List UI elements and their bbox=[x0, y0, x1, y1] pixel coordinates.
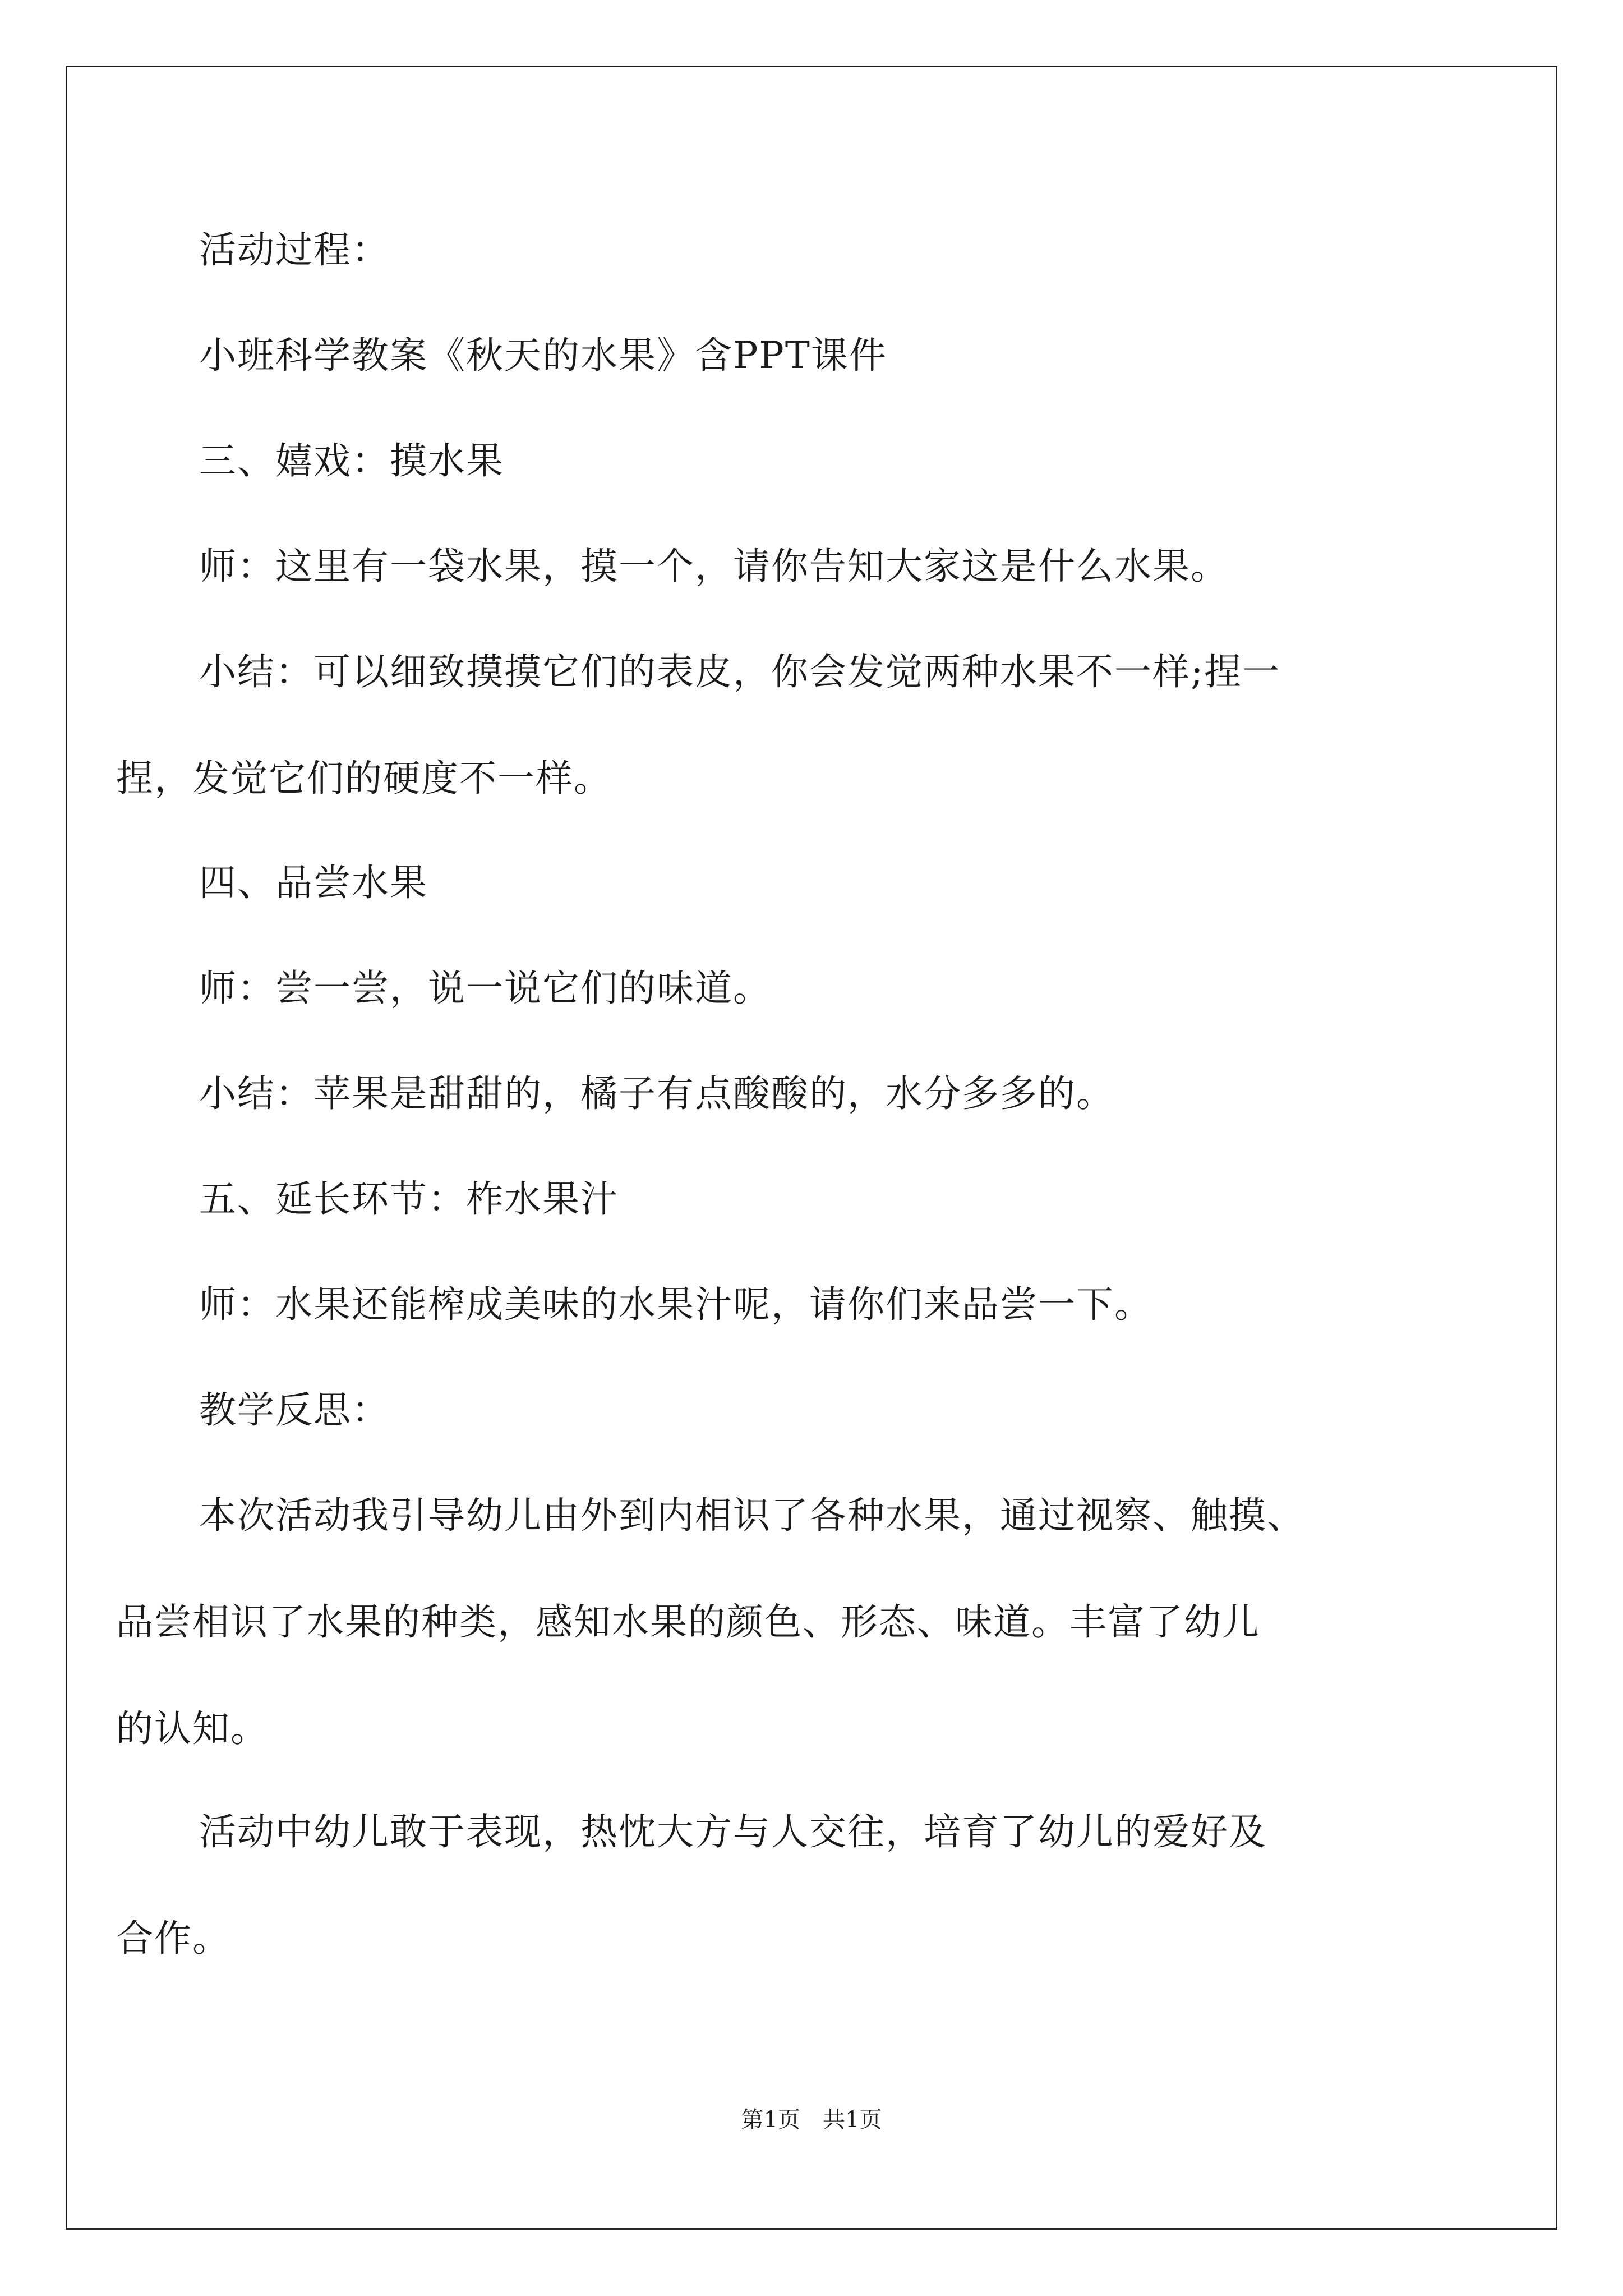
reflection-line2: 品尝相识了水果的种类，感知水果的颜色、形态、味道。丰富了幼儿 bbox=[116, 1600, 1260, 1644]
summary-touch-line1: 小结：可以细致摸摸它们的表皮，你会发觉两种水果不一样;捏一 bbox=[199, 650, 1281, 693]
closing-line1: 活动中幼儿敢于表现，热忱大方与人交往，培育了幼儿的爱好及 bbox=[199, 1810, 1267, 1853]
summary-touch-paragraph bbox=[116, 650, 1472, 800]
closing-paragraph bbox=[116, 1810, 1472, 1960]
summary-touch-line2: 捏，发觉它们的硬度不一样。 bbox=[116, 757, 612, 800]
reflection-line1: 本次活动我引导幼儿由外到内相识了各种水果，通过视察、触摸、 bbox=[199, 1494, 1305, 1537]
reflection-paragraph bbox=[116, 1494, 1472, 1750]
lesson-title: 小班科学教案《秋天的水果》含PPT课件 bbox=[199, 334, 887, 377]
heading-activity-process: 活动过程： bbox=[199, 228, 390, 272]
reflection-line3: 的认知。 bbox=[116, 1707, 269, 1750]
closing-line2: 合作。 bbox=[116, 1917, 230, 1960]
page-number-footer: 第1页 共1页 bbox=[741, 2107, 882, 2133]
section-five-heading: 五、延长环节：柞水果汁 bbox=[199, 1177, 619, 1221]
section-four-heading: 四、品尝水果 bbox=[199, 861, 428, 904]
summary-taste: 小结：苹果是甜甜的，橘子有点酸酸的，水分多多的。 bbox=[199, 1072, 1114, 1115]
section-three-heading: 三、嬉戏：摸水果 bbox=[199, 439, 504, 482]
teacher-line-taste: 师：尝一尝，说一说它们的味道。 bbox=[199, 967, 771, 1010]
heading-reflection: 教学反思： bbox=[199, 1388, 390, 1432]
teacher-line-juice: 师：水果还能榨成美味的水果汁呢，请你们来品尝一下。 bbox=[199, 1283, 1152, 1326]
teacher-line-touch: 师：这里有一袋水果，摸一个，请你告知大家这是什么水果。 bbox=[199, 545, 1229, 588]
